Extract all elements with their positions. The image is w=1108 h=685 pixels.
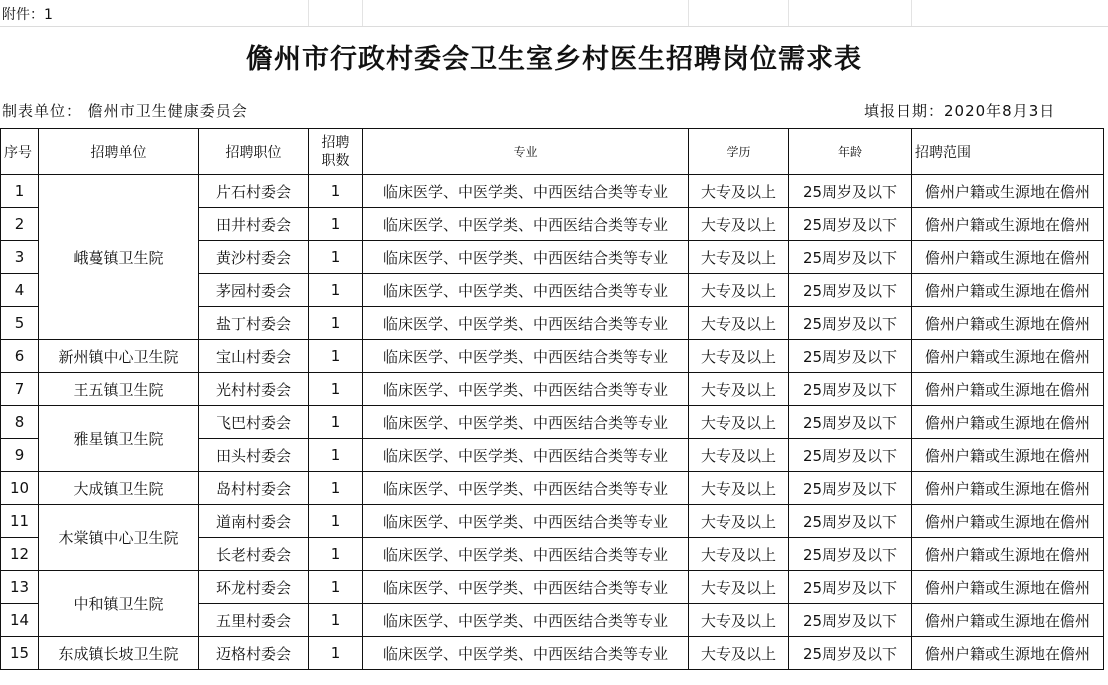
column-gridline <box>688 0 689 26</box>
cell-scope: 儋州户籍或生源地在儋州 <box>912 637 1104 670</box>
cell-education: 大专及以上 <box>689 637 789 670</box>
cell-age: 25周岁及以下 <box>789 208 912 241</box>
prepared-by-label: 制表单位： <box>2 102 83 120</box>
header-scope: 招聘范围 <box>912 129 1104 175</box>
cell-major: 临床医学、中医学类、中西医结合类等专业 <box>363 340 689 373</box>
header-education: 学历 <box>689 129 789 175</box>
cell-post: 田井村委会 <box>199 208 309 241</box>
cell-post: 黄沙村委会 <box>199 241 309 274</box>
cell-count: 1 <box>309 571 363 604</box>
attachment-row <box>0 0 1108 27</box>
header-major: 专业 <box>363 129 689 175</box>
table-row <box>1 505 1104 538</box>
header-no: 序号 <box>1 129 39 175</box>
cell-education: 大专及以上 <box>689 373 789 406</box>
cell-unit: 中和镇卫生院 <box>39 571 199 637</box>
cell-count: 1 <box>309 472 363 505</box>
table-row <box>1 340 1104 373</box>
report-date: 填报日期：2020年8月3日 <box>864 102 1056 120</box>
cell-education: 大专及以上 <box>689 307 789 340</box>
cell-count: 1 <box>309 373 363 406</box>
cell-no: 6 <box>1 340 39 373</box>
cell-major: 临床医学、中医学类、中西医结合类等专业 <box>363 241 689 274</box>
cell-major: 临床医学、中医学类、中西医结合类等专业 <box>363 604 689 637</box>
cell-major: 临床医学、中医学类、中西医结合类等专业 <box>363 472 689 505</box>
cell-unit: 木棠镇中心卫生院 <box>39 505 199 571</box>
cell-age: 25周岁及以下 <box>789 274 912 307</box>
cell-scope: 儋州户籍或生源地在儋州 <box>912 538 1104 571</box>
cell-post: 道南村委会 <box>199 505 309 538</box>
cell-post: 宝山村委会 <box>199 340 309 373</box>
cell-post: 长老村委会 <box>199 538 309 571</box>
prepared-by-unit: 儋州市卫生健康委员会 <box>87 102 248 120</box>
cell-no: 13 <box>1 571 39 604</box>
column-gridline <box>911 0 912 26</box>
cell-major: 临床医学、中医学类、中西医结合类等专业 <box>363 637 689 670</box>
cell-no: 11 <box>1 505 39 538</box>
cell-major: 临床医学、中医学类、中西医结合类等专业 <box>363 538 689 571</box>
cell-count: 1 <box>309 406 363 439</box>
cell-age: 25周岁及以下 <box>789 604 912 637</box>
column-gridline <box>308 0 309 26</box>
cell-no: 2 <box>1 208 39 241</box>
cell-post: 片石村委会 <box>199 175 309 208</box>
header-post: 招聘职位 <box>199 129 309 175</box>
cell-post: 五里村委会 <box>199 604 309 637</box>
cell-count: 1 <box>309 175 363 208</box>
cell-no: 12 <box>1 538 39 571</box>
cell-unit: 新州镇中心卫生院 <box>39 340 199 373</box>
cell-major: 临床医学、中医学类、中西医结合类等专业 <box>363 439 689 472</box>
cell-post: 光村村委会 <box>199 373 309 406</box>
cell-education: 大专及以上 <box>689 505 789 538</box>
cell-no: 7 <box>1 373 39 406</box>
table-row <box>1 637 1104 670</box>
header-count <box>309 129 363 175</box>
cell-count: 1 <box>309 637 363 670</box>
cell-post: 田头村委会 <box>199 439 309 472</box>
recruitment-table <box>0 128 1104 670</box>
cell-major: 临床医学、中医学类、中西医结合类等专业 <box>363 373 689 406</box>
prepared-by <box>2 100 248 121</box>
cell-education: 大专及以上 <box>689 241 789 274</box>
header-count-line2: 职数 <box>321 152 350 169</box>
cell-scope: 儋州户籍或生源地在儋州 <box>912 241 1104 274</box>
cell-scope: 儋州户籍或生源地在儋州 <box>912 307 1104 340</box>
cell-major: 临床医学、中医学类、中西医结合类等专业 <box>363 505 689 538</box>
cell-no: 14 <box>1 604 39 637</box>
cell-unit: 王五镇卫生院 <box>39 373 199 406</box>
cell-scope: 儋州户籍或生源地在儋州 <box>912 505 1104 538</box>
cell-unit: 雅星镇卫生院 <box>39 406 199 472</box>
cell-education: 大专及以上 <box>689 571 789 604</box>
document-title: 儋州市行政村委会卫生室乡村医生招聘岗位需求表 <box>246 44 862 75</box>
cell-age: 25周岁及以下 <box>789 538 912 571</box>
cell-age: 25周岁及以下 <box>789 637 912 670</box>
cell-scope: 儋州户籍或生源地在儋州 <box>912 175 1104 208</box>
cell-count: 1 <box>309 274 363 307</box>
cell-age: 25周岁及以下 <box>789 439 912 472</box>
cell-scope: 儋州户籍或生源地在儋州 <box>912 340 1104 373</box>
cell-education: 大专及以上 <box>689 175 789 208</box>
cell-major: 临床医学、中医学类、中西医结合类等专业 <box>363 208 689 241</box>
column-gridline <box>788 0 789 26</box>
table-row <box>1 472 1104 505</box>
cell-scope: 儋州户籍或生源地在儋州 <box>912 406 1104 439</box>
cell-education: 大专及以上 <box>689 538 789 571</box>
cell-no: 3 <box>1 241 39 274</box>
cell-scope: 儋州户籍或生源地在儋州 <box>912 604 1104 637</box>
cell-post: 岛村村委会 <box>199 472 309 505</box>
cell-unit: 东成镇长坡卫生院 <box>39 637 199 670</box>
cell-no: 5 <box>1 307 39 340</box>
cell-post: 迈格村委会 <box>199 637 309 670</box>
cell-unit: 峨蔓镇卫生院 <box>39 175 199 340</box>
cell-post: 盐丁村委会 <box>199 307 309 340</box>
cell-age: 25周岁及以下 <box>789 406 912 439</box>
cell-education: 大专及以上 <box>689 208 789 241</box>
cell-no: 10 <box>1 472 39 505</box>
header-row <box>1 129 1104 175</box>
cell-age: 25周岁及以下 <box>789 340 912 373</box>
cell-age: 25周岁及以下 <box>789 505 912 538</box>
cell-post: 环龙村委会 <box>199 571 309 604</box>
table-row <box>1 373 1104 406</box>
header-unit: 招聘单位 <box>39 129 199 175</box>
cell-major: 临床医学、中医学类、中西医结合类等专业 <box>363 175 689 208</box>
header-count-line1: 招聘 <box>321 134 350 151</box>
column-gridline <box>362 0 363 26</box>
cell-age: 25周岁及以下 <box>789 373 912 406</box>
cell-no: 9 <box>1 439 39 472</box>
table-row <box>1 406 1104 439</box>
cell-major: 临床医学、中医学类、中西医结合类等专业 <box>363 307 689 340</box>
header-age: 年龄 <box>789 129 912 175</box>
cell-count: 1 <box>309 505 363 538</box>
cell-major: 临床医学、中医学类、中西医结合类等专业 <box>363 571 689 604</box>
table-row <box>1 175 1104 208</box>
cell-education: 大专及以上 <box>689 340 789 373</box>
cell-age: 25周岁及以下 <box>789 307 912 340</box>
cell-count: 1 <box>309 340 363 373</box>
cell-education: 大专及以上 <box>689 439 789 472</box>
cell-scope: 儋州户籍或生源地在儋州 <box>912 373 1104 406</box>
cell-major: 临床医学、中医学类、中西医结合类等专业 <box>363 406 689 439</box>
cell-count: 1 <box>309 439 363 472</box>
cell-education: 大专及以上 <box>689 406 789 439</box>
cell-major: 临床医学、中医学类、中西医结合类等专业 <box>363 274 689 307</box>
cell-count: 1 <box>309 208 363 241</box>
cell-scope: 儋州户籍或生源地在儋州 <box>912 439 1104 472</box>
cell-age: 25周岁及以下 <box>789 241 912 274</box>
cell-age: 25周岁及以下 <box>789 472 912 505</box>
cell-scope: 儋州户籍或生源地在儋州 <box>912 208 1104 241</box>
attachment-label: 附件：1 <box>2 7 53 23</box>
cell-post: 茅园村委会 <box>199 274 309 307</box>
cell-count: 1 <box>309 604 363 637</box>
cell-count: 1 <box>309 307 363 340</box>
cell-no: 8 <box>1 406 39 439</box>
cell-scope: 儋州户籍或生源地在儋州 <box>912 571 1104 604</box>
cell-scope: 儋州户籍或生源地在儋州 <box>912 472 1104 505</box>
cell-no: 15 <box>1 637 39 670</box>
table-row <box>1 571 1104 604</box>
cell-education: 大专及以上 <box>689 604 789 637</box>
cell-no: 1 <box>1 175 39 208</box>
cell-no: 4 <box>1 274 39 307</box>
cell-post: 飞巴村委会 <box>199 406 309 439</box>
cell-age: 25周岁及以下 <box>789 175 912 208</box>
cell-scope: 儋州户籍或生源地在儋州 <box>912 274 1104 307</box>
cell-count: 1 <box>309 538 363 571</box>
cell-count: 1 <box>309 241 363 274</box>
cell-education: 大专及以上 <box>689 472 789 505</box>
cell-age: 25周岁及以下 <box>789 571 912 604</box>
cell-education: 大专及以上 <box>689 274 789 307</box>
cell-unit: 大成镇卫生院 <box>39 472 199 505</box>
